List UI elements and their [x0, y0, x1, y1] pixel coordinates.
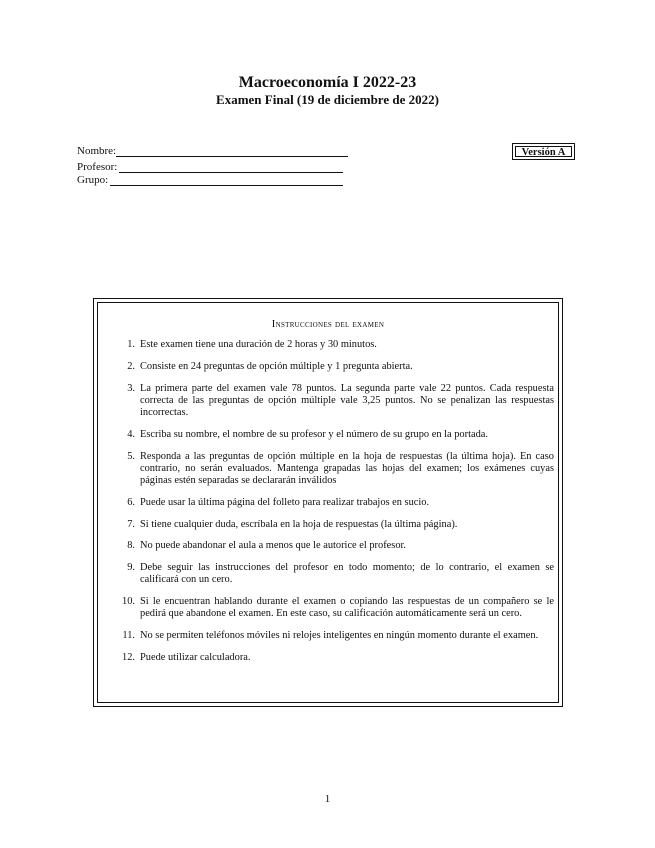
- instruction-text: La primera parte del examen vale 78 puntos. La segunda parte vale 22 puntos. Cada respuesta correcta de las preguntas de opción múltiple vale 3,25 puntos. No se penalizan las respuestas incorrectas.: [140, 382, 554, 418]
- grupo-label: Grupo:: [77, 174, 109, 186]
- instruction-number: 3.: [127, 382, 135, 394]
- instructions-list: [108, 339, 554, 674]
- instruction-number: 12.: [122, 651, 135, 663]
- instruction-text: Responda a las preguntas de opción múltiple en la hoja de respuestas (la última hoja). En caso contrario, no serán evaluados. Mantenga grapadas las hojas del examen; los exámenes cuyas páginas estén separadas se declararán inválidos: [140, 450, 554, 486]
- instruction-number: 4.: [127, 428, 135, 440]
- instruction-item: [108, 519, 554, 531]
- instruction-text: No puede abandonar el aula a menos que le autorice el profesor.: [140, 540, 407, 552]
- profesor-label: Profesor:: [77, 161, 118, 173]
- version-badge: [512, 143, 575, 160]
- instruction-item: [108, 596, 554, 620]
- instruction-item: [108, 339, 554, 351]
- nombre-label: Nombre:: [77, 145, 117, 157]
- instruction-item: [108, 497, 554, 509]
- instruction-number: 8.: [127, 540, 135, 552]
- instruction-item: [108, 630, 554, 642]
- instruction-text: No se permiten teléfonos móviles ni relojes inteligentes en ningún momento durante el examen.: [140, 630, 539, 642]
- instruction-number: 5.: [127, 450, 135, 462]
- instruction-text: Si le encuentran hablando durante el examen o copiando las respuestas de un compañero se le pedirá que abandone el examen. En este caso, su calificación automáticamente será un cero.: [140, 596, 554, 620]
- instructions-heading: Instrucciones del examen: [271, 319, 385, 330]
- instruction-text: Debe seguir las instrucciones del profesor en todo momento; de lo contrario, el examen se calificará con un cero.: [140, 562, 554, 586]
- nombre-line[interactable]: [116, 147, 348, 157]
- instructions-box-inner: [97, 302, 559, 703]
- instructions-box: [93, 298, 563, 707]
- instruction-number: 2.: [127, 360, 135, 372]
- nombre-field: [77, 145, 348, 157]
- instruction-number: 10.: [122, 596, 135, 608]
- instruction-item: [108, 429, 554, 441]
- instruction-number: 6.: [127, 496, 135, 508]
- grupo-line[interactable]: [110, 176, 343, 186]
- instruction-item: [108, 361, 554, 373]
- instruction-text: Escriba su nombre, el nombre de su profesor y el número de su grupo en la portada.: [140, 428, 488, 440]
- instruction-text: Puede utilizar calculadora.: [140, 651, 251, 663]
- instruction-item: [108, 652, 554, 664]
- instruction-text: Si tiene cualquier duda, escríbala en la hoja de respuestas (la última página).: [140, 518, 458, 530]
- exam-title: Macroeconomía I 2022-23: [238, 74, 417, 91]
- instruction-number: 7.: [127, 518, 135, 530]
- instruction-item: [108, 562, 554, 586]
- instruction-number: 1.: [127, 339, 135, 350]
- instruction-number: 9.: [127, 562, 135, 574]
- instruction-item: [108, 540, 554, 552]
- exam-subtitle: Examen Final (19 de diciembre de 2022): [216, 92, 439, 107]
- instruction-item: [108, 383, 554, 420]
- instruction-text: Puede usar la última página del folleto para realizar trabajos en sucio.: [140, 496, 430, 508]
- profesor-field: [77, 161, 343, 173]
- grupo-field: [77, 174, 343, 186]
- instruction-text: Este examen tiene una duración de 2 horas y 30 minutos.: [140, 339, 377, 350]
- profesor-line[interactable]: [119, 163, 343, 173]
- instruction-item: [108, 451, 554, 488]
- instruction-number: 11.: [122, 630, 135, 642]
- version-label: Versión A: [515, 146, 572, 157]
- instruction-text: Consiste en 24 preguntas de opción múltiple y 1 pregunta abierta.: [140, 360, 413, 372]
- page-number: 1: [324, 793, 331, 805]
